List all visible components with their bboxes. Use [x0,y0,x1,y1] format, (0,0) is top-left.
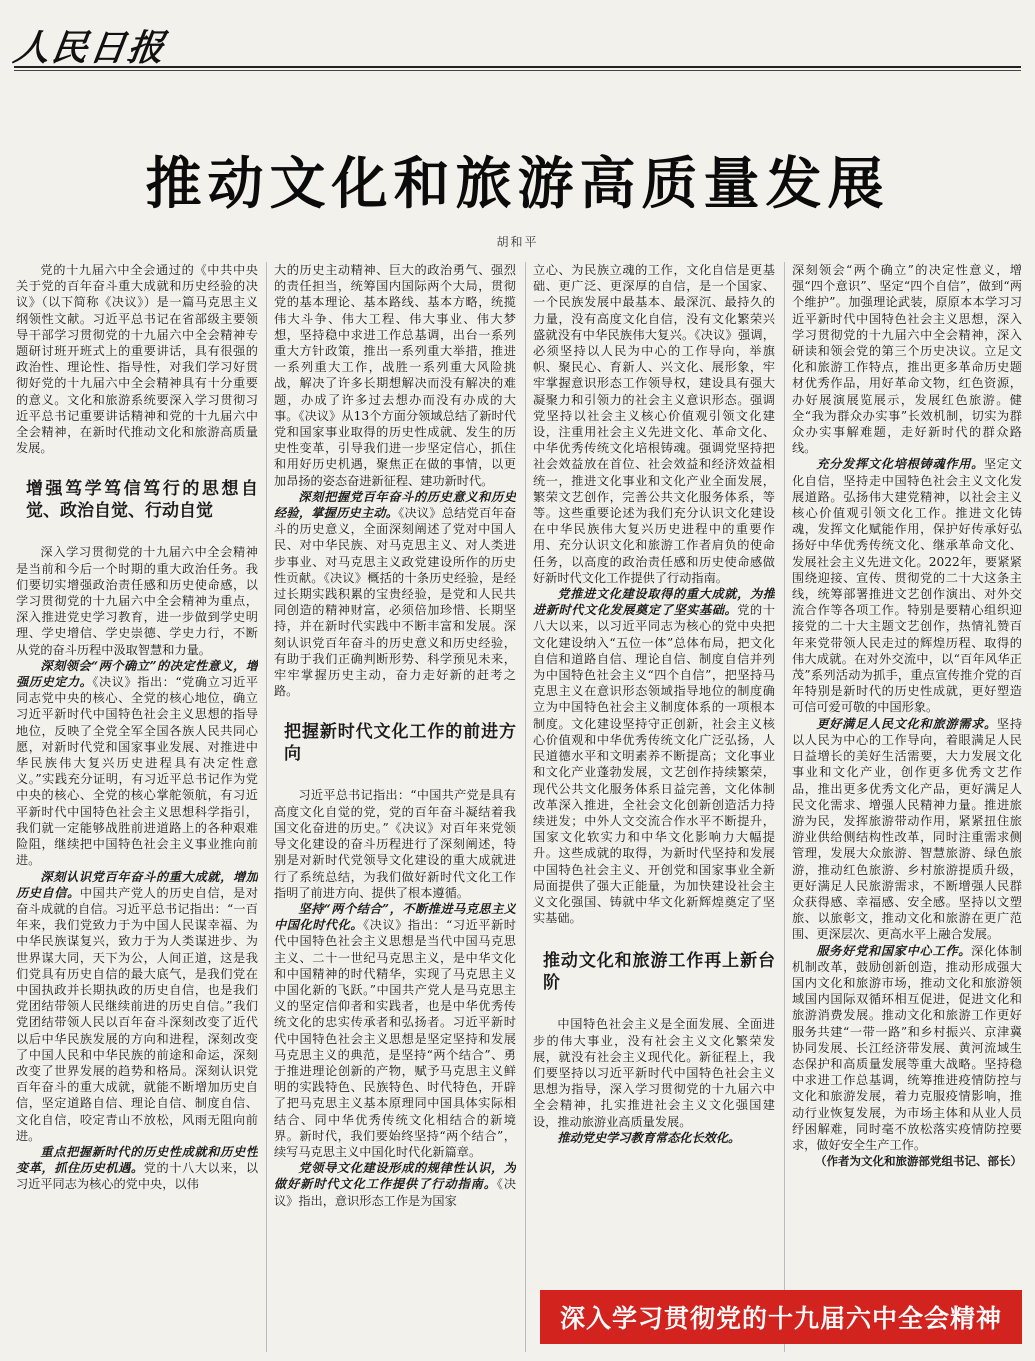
section-heading: 增强笃学笃信笃行的思想自觉、政治自觉、行动自觉 [26,479,258,522]
paragraph [16,658,258,869]
paragraph-body: 《决议》指出：“习近平新时代中国特色社会主义思想是当代中国马克思主义、二十一世纪马克思主义，是中华文化和中国精神的时代精华，实现了马克思主义中国化新的飞跃。”中国共产党人是马克思主义的坚定信仰者和实践者，也是中华优秀传统文化的忠实传承者和弘扬者。习近平新时代中国特色社会主义思想是坚定坚持和发展马克思主义的典范，是坚持“两个结合”、勇于推进理论创新的产物，赋予马克思主义鲜明的实践特色、民族特色、时代特色，开辟了把马克思主义基本原理同中国具体实际相结合、同中华优秀传统文化相结合的新境界。新时代，我们要始终坚持“两个结合”，续写马克思主义中国化时代化新篇章。 [274,918,516,1159]
paragraph-body: 坚定文化自信，坚持走中国特色社会主义文化发展道路。弘扬伟大建党精神，以社会主义核心价值观引领文化工作。推进文化铸魂，发挥文化赋能作用，保护好传承好弘扬好中华优秀传统文化、继承革命文化、发展社会主义先进文化。2022年，要紧紧围绕迎接、宣传、贯彻党的二十大这条主线，统筹部署推进文艺创作演出、对外交流合作等各项工作。特别是要精心组织迎接党的二十大主题文艺创作，热情礼赞百年来党带领人民走过的辉煌历程、取得的伟大成就。在对外交流中，以“百年风华正茂”系列活动为抓手，重点宣传推介党的百年特别是新时代的历史性成就，更好塑造可信可爱可敬的中国形象。 [792,457,1022,715]
paragraph [16,1144,258,1193]
paragraph-lead: 党领导文化建设形成的规律性认识，为做好新时代文化工作提供了行动指南。 [274,1161,516,1192]
paragraph: 习近平总书记指出：“中国共产党是具有高度文化自觉的党，党的百年奋斗凝结着我国文化奋进的历史。”《决议》对百年来党领导文化建设的奋斗历程进行了深刻阐述，特别是对新时代党领导文化建设的重大成就进行了系统总结，为我们做好新时代文化工作指明了前进方向、提供了根本遵循。 [274,788,516,900]
article-author: 胡和平 [496,235,539,249]
paragraph-lead: 服务好党和国家中心工作。 [816,943,972,958]
column-divider [784,262,785,1352]
paragraph [16,869,258,1144]
article-column-1 [16,262,258,1352]
paragraph: 大的历史主动精神、巨大的政治勇气、强烈的责任担当，统筹国内国际两个大局，贯彻党的基本理论、基本路线、基本方略，统揽伟大斗争、伟大工程、伟大事业、伟大梦想，坚持稳中求进工作总基调，出台一系列重大方针政策，推出一系列重大举措，推进一系列重大工作，战胜一系列重大风险挑战，解决了许多长期想解决而没有解决的难题，办成了许多过去想办而没有办成的大事。《决议》从13个方面分领域总结了新时代党和国家事业取得的历史性成就、发生的历史性变革，引导我们进一步坚定信心，抓住和用好历史机遇，聚焦正在做的事情，以更加昂扬的姿态奋进新征程、建功新时代。 [274,263,516,488]
paragraph [792,943,1022,1154]
paragraph-lead: 坚持“两个结合”，不断推进马克思主义中国化时代化。 [274,901,516,933]
paragraph: 深入学习贯彻党的十九届六中全会精神是当前和今后一个时期的重大政治任务。我们要切实增强政治责任感和历史使命感，以学习贯彻党的十九届六中全会精神为重点，深入推进党史学习教育，进一步做到学史明理、学史增信、学史崇德、学史力行，不断从党的奋斗历程中汲取智慧和力量。 [16,545,258,657]
paragraph-body: 《决议》指出：“党确立习近平同志党中央的核心、全党的核心地位，确立习近平新时代中国特色社会主义思想的指导地位，反映了全党全军全国各族人民共同心愿，对新时代党和国家事业发展、对推进中华民族伟大复兴历史进程具有决定性意义。”实践充分证明，有习近平总书记作为党中央的核心、全党的核心掌舵领航，有习近平新时代中国特色社会主义思想科学指引，我们就一定能够战胜前进道路上的各种艰难险阻，继续把中国特色社会主义事业推向前进。 [16,675,258,868]
paragraph-lead: 深刻把握党百年奋斗的历史意义和历史经验，掌握历史主动。 [274,489,516,521]
newspaper-masthead: 人民日报 [10,27,169,69]
paragraph-lead: 推动党史学习教育常态化长效化。 [557,1130,741,1145]
paragraph: 中国特色社会主义是全面发展、全面进步的伟大事业，没有社会主义文化繁荣发展，就没有社会主义现代化。新征程上，我们要坚持以习近平新时代中国特色社会主义思想为指导，深入学习贯彻党的十九届六中全会精神，扎实推进社会主义文化强国建设，推动旅游业高质量发展。 [533,1017,775,1129]
paragraph-body: 中国共产党人的历史自信，是对奋斗成就的自信。习近平总书记指出：“一百年来，我们党致力于为中国人民谋幸福、为中华民族谋复兴，致力于为人类谋进步、为世界谋大同，天下为公，人间正道，这是我们党具有历史自信的最大底气，是我们党在中国执政并长期执政的历史自信，也是我们党团结带领人民继续前进的历史自信。”我们党团结带领人民以百年奋斗深刻改变了近代以后中华民族发展的方向和进程，深刻改变了中国人民和中华民族的前途和命运，深刻改变了世界发展的趋势和格局。深刻认识党百年奋斗的重大成就，就能不断增加历史自信，坚定道路自信、理论自信、制度自信、文化自信，咬定青山不放松，风雨无阻向前进。 [16,885,258,1143]
paragraph [792,716,1022,943]
section-heading: 推动文化和旅游工作再上新台阶 [543,951,775,994]
article-column-2 [274,262,516,1352]
article-column-4 [792,262,1022,1282]
masthead-rule [14,66,1021,68]
paragraph-body: 坚持以人民为中心的工作导向，着眼满足人民日益增长的美好生活需要，大力发展文化事业和文化产业，创作更多优秀文艺作品，推出更多优秀文化产品，更好满足人民文化需求、增强人民精神力量。推进旅游为民，发挥旅游带动作用，紧紧扭住旅游业供给侧结构性改革，同时注重需求侧管理，发展大众旅游、智慧旅游、绿色旅游，推动红色旅游、乡村旅游提质升级，更好满足人民旅游需求，不断增强人民群众获得感、幸福感、安全感。坚持以文塑旅、以旅彰文，推动文化和旅游在更广范围、更深层次、更高水平上融合发展。 [792,716,1022,942]
paragraph: 立心、为民族立魂的工作，文化自信是更基础、更广泛、更深厚的自信，是一个国家、一个民族发展中最基本、最深沉、最持久的力量，没有高度文化自信，没有文化繁荣兴盛就没有中华民族伟大复兴。《决议》强调，必须坚持以人民为中心的工作导向，举旗帜、聚民心、育新人、兴文化、展形象，牢牢掌握意识形态工作领导权，建设具有强大凝聚力和引领力的社会主义意识形态。强调党坚持以社会主义核心价值观引领文化建设，注重用社会主义先进文化、革命文化、中华优秀传统文化培根铸魂。强调党坚持把社会效益放在首位、社会效益和经济效益相统一，推进文化事业和文化产业全面发展，繁荣文艺创作，完善公共文化服务体系，等等。这些重要论述为我们充分认识文化建设在中华民族伟大复兴历史进程中的重要作用、充分认识文化和旅游工作者肩负的使命任务，以高度的政治责任感和历史使命感做好新时代文化工作提供了行动指南。 [533,263,775,585]
section-heading: 把握新时代文化工作的前进方向 [284,722,516,765]
paragraph-lead: 更好满足人民文化和旅游需求。 [816,716,997,731]
paragraph-body: 深化体制机制改革，鼓励创新创造，推动形成强大国内文化和旅游市场，推动文化和旅游领域国内国际双循环相互促进，促进文化和旅游消费发展。推动文化和旅游工作更好服务共建“一带一路”和乡村振兴、京津冀协同发展、长江经济带发展、黄河流域生态保护和高质量发展等重大战略。坚持稳中求进工作总基调，统筹推进疫情防控与文化和旅游发展，着力克服疫情影响，推动行业恢复发展，为市场主体和从业人员纾困解难，同时毫不放松落实疫情防控要求，做好安全生产工作。 [792,943,1022,1152]
paragraph-body: 《决议》总结党百年奋斗的历史意义，全面深刻阐述了党对中国人民、对中华民族、对马克思主义、对人类进步事业、对马克思主义政党建设所作的历史性贡献。《决议》概括的十条历史经验，是经过长期实践积累的宝贵经验，是党和人民共同创造的精神财富，必须倍加珍惜、长期坚持，并在新时代实践中不断丰富和发展。深刻认识党百年奋斗的历史意义和历史经验，有助于我们正确判断形势、科学预见未来，牢牢掌握历史主动，奋力走好新的赶考之路。 [274,506,516,699]
paragraph-lead: 深刻领会“两个确立”的决定性意义，增强历史定力。 [16,658,258,690]
paragraph [274,1160,516,1209]
paragraph [533,1130,775,1146]
paragraph-body: 《决议》指出，意识形态工作是为国家 [274,1177,516,1208]
paragraph [274,901,516,1160]
paragraph-lead: 党推进文化建设取得的重大成就，为推进新时代文化发展奠定了坚实基础。 [533,587,775,618]
column-divider [525,262,526,1352]
column-divider [266,262,267,1352]
paragraph: 深刻领会“两个确立”的决定性意义，增强“四个意识”、坚定“四个自信”，做到“两个维护”。加强理论武装，原原本本学习习近平新时代中国特色社会主义思想，深入学习贯彻党的十九届六中全会精神，深入研读和领会党的第三个历史决议。立足文化和旅游工作特点，推出更多革命历史题材优秀作品，用好革命文物，红色资源，办好展演展览展示，发展红色旅游。健全“我为群众办实事”长效机制，切实为群众办实事解难题，走好新时代的群众路线。 [792,263,1022,456]
topic-banner: 深入学习贯彻党的十九届六中全会精神 [540,1290,1022,1344]
author-note: （作者为文化和旅游部党组书记、部长） [815,1154,1022,1169]
paragraph [792,456,1022,715]
paragraph-body: 党的十八大以来，以习近平同志为核心的党中央把文化建设纳入“五位一体”总体布局，把文化自信和道路自信、理论自信、制度自信并列为中国特色社会主义“四个自信”，把坚持马克思主义在意识形态领域指导地位的制度确立为中国特色社会主义制度体系的一项根本制度。文化建设坚持守正创新，社会主义核心价值观和中华优秀传统文化广泛弘扬，人民道德水平和文明素养不断提高；文化事业和文化产业蓬勃发展，文艺创作持续繁荣，现代公共文化服务体系日益完善，文化体制改革深入推进，全社会文化创新创造活力持续迸发；中外人文交流合作水平不断提升，国家文化软实力和中华文化影响力大幅提升。这些成就的取得，为新时代坚持和发展中国特色社会主义、开创党和国家事业全新局面提供了强大正能量，为加快建设社会主义文化强国、铸就中华文化新辉煌奠定了坚实基础。 [533,603,775,926]
paragraph-lead: 深刻认识党百年奋斗的重大成就，增加历史自信。 [16,869,258,900]
paragraph-body: 党的十八大以来，以习近平同志为核心的党中央，以伟 [16,1161,258,1192]
paragraph [274,489,516,700]
paragraph-lead: 充分发挥文化培根铸魂作用。 [816,457,985,472]
article-headline: 推动文化和旅游高质量发展 [145,152,890,217]
paragraph: 党的十九届六中全会通过的《中共中央关于党的百年奋斗重大成就和历史经验的决议》（以下简称《决议》）是一篇马克思主义纲领性文献。习近平总书记在省部级主要领导干部学习贯彻党的十九届六中全会精神专题研讨班开班式上的重要讲话，具有很强的政治性、理论性、指导性，对我们学习好贯彻好党的十九届六中全会精神具有十分重要的意义。文化和旅游系统要深入学习贯彻习近平总书记重要讲话精神和党的十九届六中全会精神，在新时代推动文化和旅游高质量发展。 [16,263,258,456]
article-column-3 [533,262,775,1282]
masthead-rule-thin [14,70,1021,71]
paragraph [533,586,775,926]
paragraph-lead: 重点把握新时代的历史性成就和历史性变革，抓住历史机遇。 [16,1144,258,1176]
